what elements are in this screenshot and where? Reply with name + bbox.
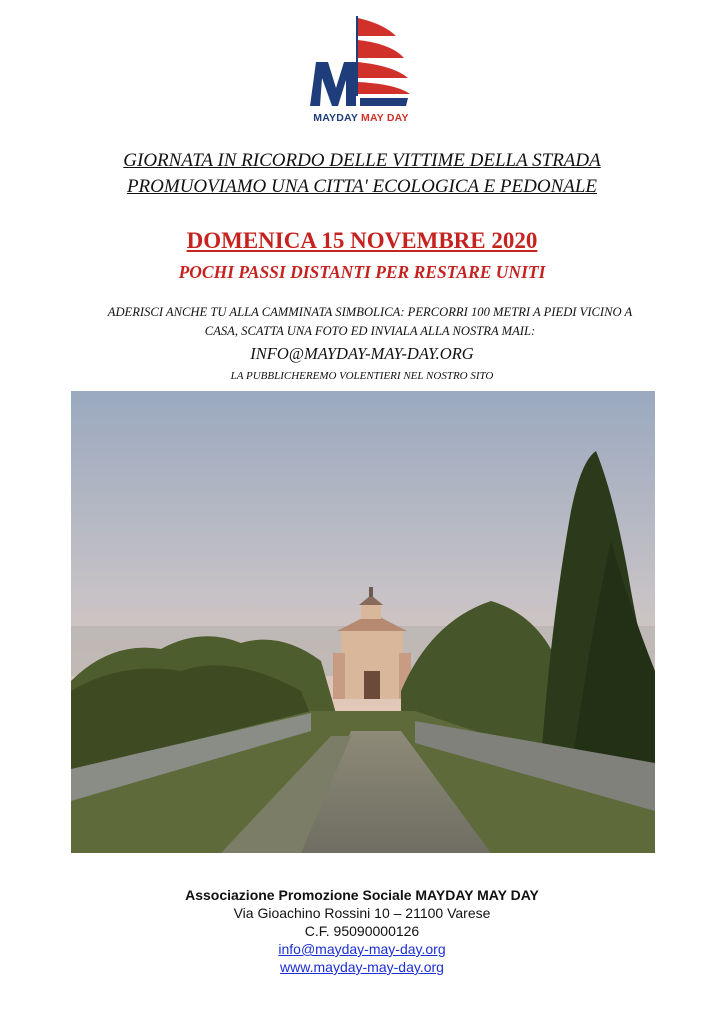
logo-word-mayday: MAYDAY (313, 112, 358, 124)
invite-email: INFO@MAYDAY-MAY-DAY.ORG (250, 344, 474, 363)
invite-line-2: CASA, SCATTA UNA FOTO ED INVIALA ALLA NOSTRA MAIL: (204, 324, 536, 338)
mayday-logo (306, 14, 416, 132)
publish-note: LA PUBBLICHEREMO VOLENTIERI NEL NOSTRO SITO (230, 370, 494, 382)
invite-text (80, 303, 660, 341)
logo-word-may-day: MAY DAY (361, 112, 409, 124)
footer-email-link[interactable]: info@mayday-may-day.org (278, 941, 446, 957)
sail-logo-icon (306, 14, 416, 114)
invite-line-1: ADERISCI ANCHE TU ALLA CAMMINATA SIMBOLICA: PERCORRI 100 METRI A PIEDI VICINO A (107, 305, 633, 319)
footer-website-link[interactable]: www.mayday-may-day.org (280, 959, 444, 975)
footer-tax-code: C.F. 95090000126 (304, 923, 420, 939)
logo-wordmark (306, 112, 416, 124)
footer-address: Via Gioachino Rossini 10 – 21100 Varese (233, 905, 491, 921)
headline-line-2: PROMUOVIAMO UNA CITTA' ECOLOGICA E PEDONALE (126, 176, 598, 197)
footer-org-name: Associazione Promozione Sociale MAYDAY MAY DAY (185, 887, 539, 903)
event-date: DOMENICA 15 NOVEMBRE 2020 (186, 228, 538, 253)
event-subtitle: POCHI PASSI DISTANTI PER RESTARE UNITI (178, 262, 546, 282)
headline-line-1: GIORNATA IN RICORDO DELLE VITTIME DELLA STRADA (123, 150, 601, 171)
footer-contact (0, 886, 724, 976)
chapel-path-photo (71, 391, 655, 853)
